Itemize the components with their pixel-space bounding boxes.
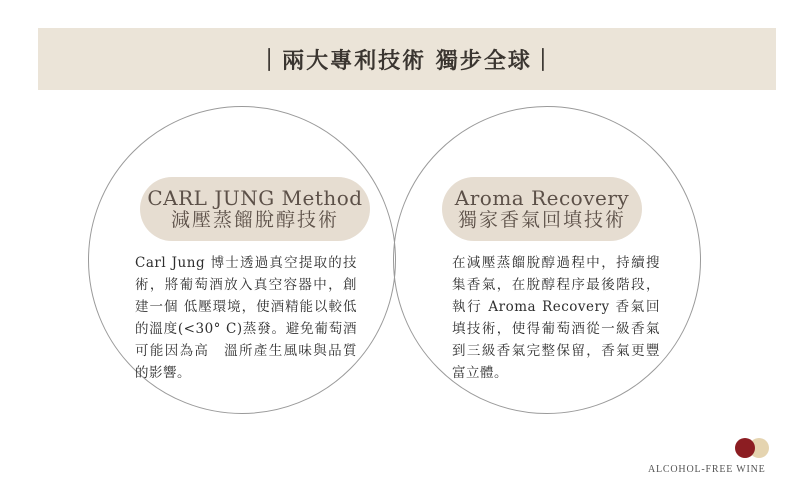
feature-title-zh-right: 獨家香氣回填技術 (457, 208, 626, 231)
red-circle-icon (735, 438, 755, 458)
feature-title-zh-left: 減壓蒸餾脫醇技術 (170, 208, 339, 231)
feature-title-pill-left (140, 177, 370, 241)
brand-label: ALCOHOL-FREE WINE (648, 464, 766, 475)
feature-title-en-left: CARL JUNG Method (147, 185, 363, 210)
page-title: ｜兩大專利技術 獨步全球｜ (258, 47, 556, 74)
feature-description-right: 在減壓蒸餾脫醇過程中，持續搜集香氣，在脫醇程序最後階段，執行 Aroma Recovery 香氣回填技術，使得葡萄酒從一級香氣到三級香氣完整保留，香氣更豐富立體。 (452, 255, 660, 381)
header-banner (38, 28, 776, 90)
two-circles-logo-icon (735, 438, 771, 458)
feature-title-en-right: Aroma Recovery (454, 185, 630, 210)
feature-title-pill-right (442, 177, 642, 241)
feature-description-left: Carl Jung 博士透過真空提取的技術，將葡萄酒放入真空容器中，創建一個 低壓環境，使酒精能以較低的溫度(<30° C)蒸發。避免葡萄酒可能因為高 溫所產生風味與品質的影響。 (135, 255, 357, 381)
